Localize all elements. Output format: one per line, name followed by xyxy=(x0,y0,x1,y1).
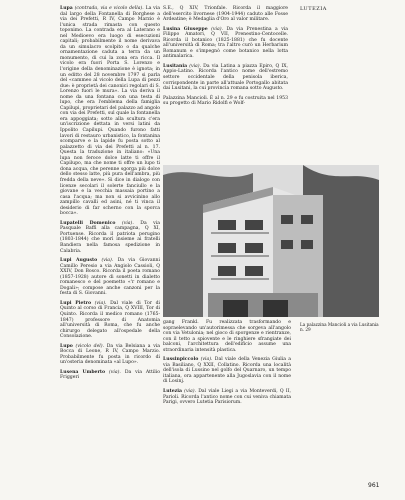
entry-type: (via). xyxy=(184,389,197,395)
entry-text: Palazzina Mancioli. È al n. 29 e fu costruita nel 1953 su progetto di Mario Ridolfi e Wolf- xyxy=(163,95,288,107)
entry-text: La via dal largo della Fontanella di Borghese a via dei Prefetti, R IV, Campo Marzio è l'unica strada rimasta con questo toponimo. La contrada era al Laterano e nel Medioevo era luogo di esecuzioni capitali; probabilmente il nome derivava da un simulacro scolpito o da qualche ornamentazione caduta a terra da un monumento, di cui la zona era ricca. Il vicolo era fuori Porta S. Lorenzo e l'origine della denominazione è ignota; in un editto del 28 novembre 1797 si parla del «cammeo al vicolo della Lupa di pezzi due: è proprietà dei canonici regolari di S. Lorenzo fuori le mura». La via deriva il nome da una fontana con una testa di lupo, che era l'emblema della famiglia Capilupi, proprietari del palazzo ad angolo con via dei Prefetti, sul quale la fontanella era appoggiata; sotto alla scultura c'era un'iscrizione dettata in versi latini da Ippolito Capilupi. Quando furono fatti lavori di restauro urbanistico, la fontanina scomparve e la lapide fu posta sotto al palazzetto di via dei Prefetti al n. 17. Questa la traduzione in italiano: «Una lupa non feroce dolce latte ti offre il Capilupo, ma che nome ti offre un lupo ti dona acqua, che perenne sgorga più dolce dello stesso latte, più pura dell'ambra, più fredda della neve». Si dice in dialogo con licenze secolari il solerte fanciullo e la giovane e la vecchia massaia portino a casa l'acqua; ma non si avvicinino allo zampillo cavalli ed asini, né ti vinca il desiderio di far scherno con la sporca bocca». xyxy=(60,6,160,217)
entry-text: Da via Prenestina a via Filippo Amatori, Q VII, Prenestino-Centocelle. Ricorda il botanico (1825-1881) che fu docente all'università di Roma; tra l'altro curò un Herbarium Romanum e s'impegnò come botanico nella lotta antimalarica. xyxy=(163,26,289,60)
entry-type: (vicolo del). xyxy=(75,343,105,349)
entry xyxy=(163,320,291,353)
column-2-bottom xyxy=(163,320,291,410)
entry-text: Dal viale Liegi a via Monteverdi, Q II, Parioli. Ricorda l'antico nome con cui veniva chiamata Parigi, ovvero Lutetia Parisiorum. xyxy=(163,389,291,406)
entry-text: Da via Belsiana a via Bocca di Leone, R IV, Campo Marzio. Probabilmente fu posta in ricordo di un'osteria denominata «al Lupo». xyxy=(60,343,161,366)
entry-text: Dal viale di Tor di Quinto al corso di Francia, Q XVIII, Tor di Quinto. Ricorda il medico romano (1765-1847) professore di Anatomia all'università di Roma, che fu anche chirurgo delegato all'ospedale della Consolazione. xyxy=(60,300,160,340)
entry xyxy=(60,221,160,254)
entry-headword: Lupo xyxy=(60,343,73,349)
entry-text: Da via Latina a piazza Epiro, Q IX, Appio-Latino. Ricorda l'antico nome dell'estremo settore occidentale della penisola iberica, corrispondente in parte all'attuale Portogallo abitata dai Lusitani, la cui provincia romana sotto Augusto. xyxy=(163,63,288,92)
photo-caption: La palazzina Mancioli a via Lusitania n. 29 xyxy=(300,322,379,332)
entry xyxy=(60,258,160,297)
entry xyxy=(60,344,160,366)
entry-headword: Lupatelli Domenico xyxy=(60,220,116,226)
entry-headword: Lussinpiccolo xyxy=(163,357,199,363)
entry xyxy=(163,64,288,92)
entry xyxy=(60,370,160,381)
entry-headword: Lupi Augusto xyxy=(60,258,98,264)
entry-headword: Lutezia xyxy=(163,389,182,395)
entry-text: S.E., Q XIV, Trionfale. Ricorda il maggiore dell'esercito livornese (1904-1944) caduto alle Fosse Ardeatine; è Medaglia d'Oro al valor militare. xyxy=(163,6,288,23)
entry-text: Dal viale della Venezia Giulia a via Basiliano, Q XXII, Collatino. Ricorda una località dell'isola di Lussino nel golfo del Quarnaro, un tempo italiana, ora appartenente alla Jugoslavia con il nome di Losinj. xyxy=(163,357,292,385)
page-number: 961 xyxy=(368,482,380,489)
entry-headword: Lusena Umberto xyxy=(60,369,106,375)
entry-type: (via). xyxy=(109,369,121,375)
running-head: LUTEZIA xyxy=(300,6,327,12)
entry xyxy=(163,27,288,60)
entry-text: Da via Giovanni Camillo Peresio a via Angiolo Cassioli, Q XXIV, Don Bosco. Ricorda il poeta romano (1857-1928) autore di sonetti in dialetto romanesco e del poemetto «'r romano e Dogali»; compose anche canzoni per la festa di S. Giovanni. xyxy=(60,258,160,297)
entry-text: Da via Pasquale Baffi alla campagna, Q XI, Portuense. Ricorda il patriota perugino (1803-1844) che morì insieme ai fratelli Bandiera nella famosa spedizione in Calabria. xyxy=(60,220,160,254)
entry xyxy=(163,96,288,107)
palazzina-photo-illustration xyxy=(163,165,379,317)
entry-type: (via). xyxy=(200,357,213,363)
entry-type: (via). xyxy=(121,220,134,226)
entry xyxy=(163,389,291,406)
entry xyxy=(60,301,160,340)
entry-type: (contrada, via e vicolo della). xyxy=(74,6,144,11)
entry xyxy=(60,6,160,217)
entry-headword: Lusina Giuseppe xyxy=(163,26,208,32)
entry-text: gang Frankl. Fu realizzata trasformando e sopraelevando un'autorimessa che sorgeva all'angolo con via Vetulonia; nel gioco di sporgenze e rientranze, con il tetto a spiovente e le ringhiere sfrangiate dei balconi, l'architettura dell'edificio assume una straordinaria intensità plastica. xyxy=(163,320,291,353)
entry-headword: Lupa xyxy=(60,6,73,11)
entry-headword: Lusitania xyxy=(163,63,188,69)
entry-headword: Lupi Pietro xyxy=(60,300,92,306)
entry xyxy=(163,357,291,385)
entry-type: (via). xyxy=(211,26,223,32)
entry-type: (via). xyxy=(101,258,114,264)
entry-text: Da via Attilio Friggeri xyxy=(60,369,160,381)
column-1 xyxy=(60,6,160,385)
entry-type: (via). xyxy=(94,300,107,306)
column-2-top xyxy=(163,6,288,111)
entry-type: (via). xyxy=(189,63,202,69)
entry xyxy=(163,6,288,23)
building-photo xyxy=(163,165,379,317)
